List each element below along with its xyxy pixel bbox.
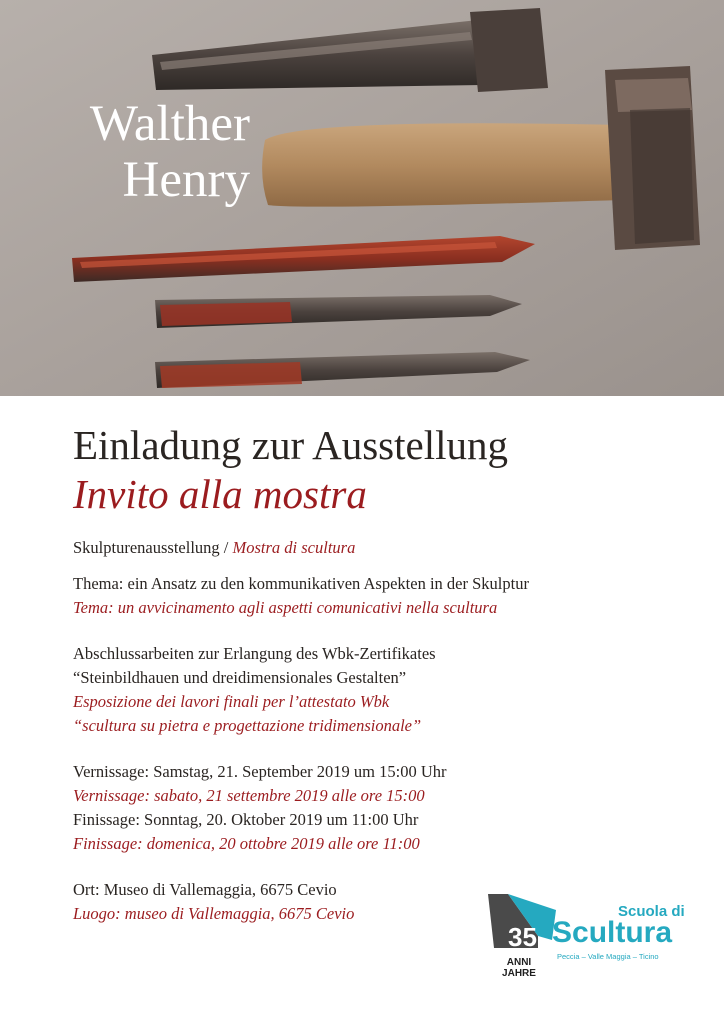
logo-scuola-di: Scuola di [618,903,685,920]
logo-anni: ANNI [506,957,532,968]
place-german: Ort: Museo di Vallemaggia, 6675 Cevio [73,880,337,899]
logo-scultura: Scultura [552,916,673,949]
invitation-text [73,420,673,926]
title-german: Einladung zur Ausstellung [73,422,509,468]
logo-region: Peccia – Valle Maggia – Ticino [557,952,659,961]
logo-anni-jahre [497,957,541,979]
theme-italian: Tema: un avvicinamento agli aspetti comunicativi nella scultura [73,598,498,617]
works-german-line-1: Abschlussarbeiten zur Erlangung des Wbk-Zertifikates [73,644,436,663]
subtitle [73,536,673,560]
place-italian: Luogo: museo di Vallemaggia, 6675 Cevio [73,904,355,923]
theme-german: Thema: ein Ansatz zu den kommunikativen Aspekten in der Skulptur [73,574,529,593]
artist-name [0,96,250,208]
vernissage-italian: Vernissage: sabato, 21 settembre 2019 alle ore 15:00 [73,786,425,805]
artist-first-name: Walther [89,96,250,152]
finissage-german: Finissage: Sonntag, 20. Oktober 2019 um 11:00 Uhr [73,810,419,829]
works-german-line-2: “Steinbildhauen und dreidimensionales Gestalten” [73,668,407,687]
vernissage-german: Vernissage: Samstag, 21. September 2019 um 15:00 Uhr [73,762,447,781]
works-italian-line-1: Esposizione dei lavori finali per l’attestato Wbk [73,692,390,711]
works-italian-line-2: “scultura su pietra e progettazione tridimensionale” [73,716,422,735]
hero-photo [0,0,724,396]
title-italian: Invito alla mostra [73,471,367,517]
logo-anniversary-number: 35 [508,922,537,952]
subtitle-italian: Mostra di scultura [232,538,356,557]
artist-last-name: Henry [122,152,250,208]
finissage-italian: Finissage: domenica, 20 ottobre 2019 alle ore 11:00 [73,834,420,853]
logo-jahre: JAHRE [502,968,536,979]
subtitle-german: Skulpturenausstellung / [73,538,229,557]
